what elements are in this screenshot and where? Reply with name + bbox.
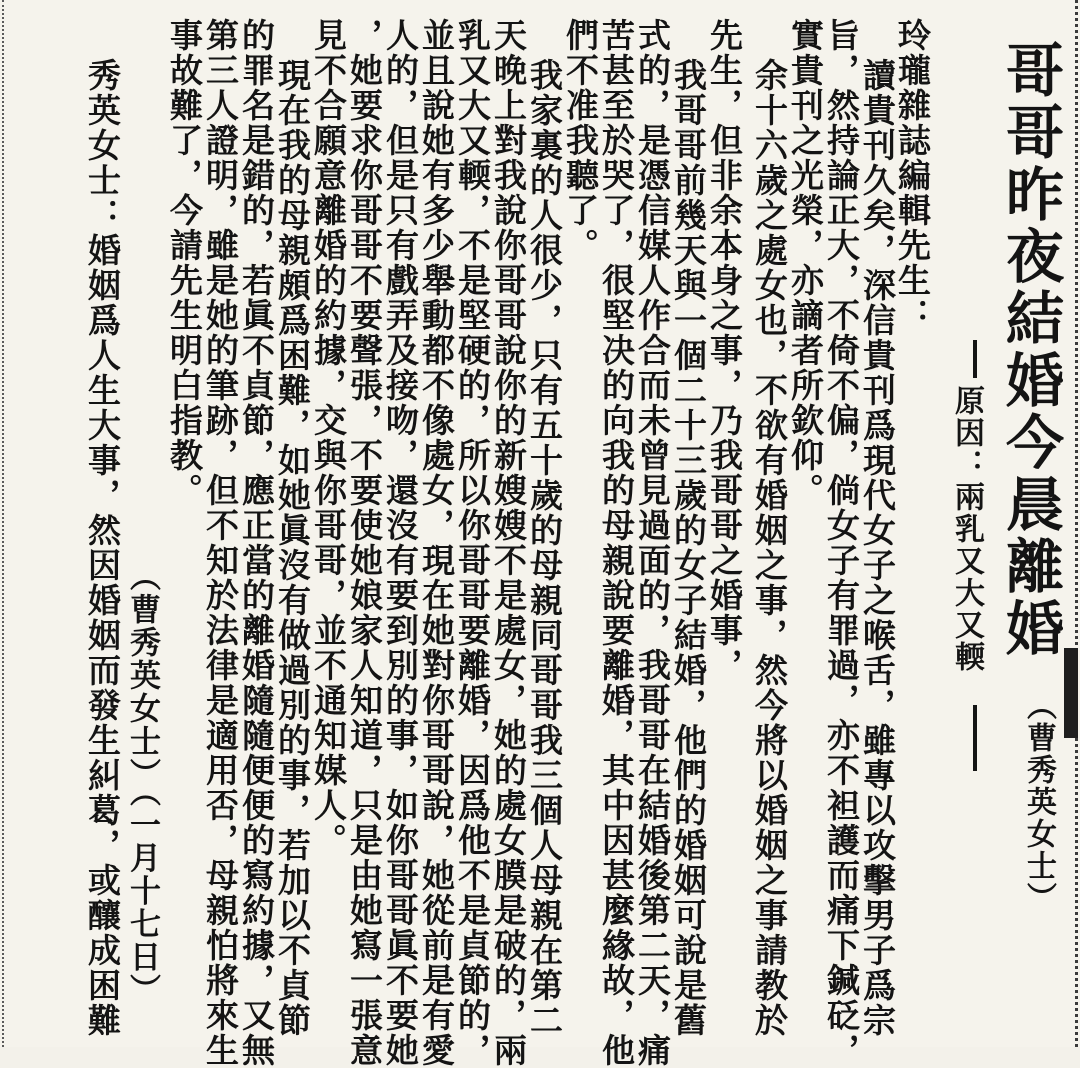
text-column-13: 乳又大又輭，不是堅硬的，所以你哥哥要離婚，因爲他不是貞節的， [453,18,492,1068]
author-top: （曹秀英女士） [1021,690,1056,914]
signature-line: （曹秀英女士）（一月十七日） [124,560,160,1007]
text-column-14: 並且說她有多少舉動都不像處女，現在她對你哥哥說，她從前是有愛 [417,18,456,1068]
text-column-17: 見不合願意離婚的約據，交與你哥哥，並不通知媒人。 [309,18,348,858]
left-border [2,0,7,1047]
text-column-10: 們不准我聽了。 [561,18,600,263]
text-column-21: 事故難了，今請先生明白指教。 [165,18,204,508]
text-column-4: 實貴刊之光榮，亦謫者所欽仰。 [786,18,825,508]
text-column-5: 余十六歲之處女也，不欲有婚姻之事，然今將以婚姻之事請教於 [750,58,789,1038]
text-column-12: 天晚上對我說你哥哥說你的新嫂嫂不是處女，她的處女膜是破的，兩 [489,18,528,1068]
text-column-1: 玲瓏雜誌編輯先生： [893,18,932,333]
right-border [1072,0,1078,1047]
dash-rule-top [973,340,977,378]
text-column-3: 旨，然持論正大，不倚不偏，倘女子有罪過，亦不袒護而痛下鍼砭， [822,18,861,1068]
text-column-20: 第三人證明，雖是她的筆跡，但不知於法律是適用否，母親怕將來生 [201,18,240,1068]
text-column-2: 讀貴刊久矣，深信貴刊爲現代女子之喉舌，雖專以攻擊男子爲宗 [858,58,897,1038]
text-column-19: 的罪名是錯的，若眞不貞節，應正當的離婚隨隨便便的寫約據，又無 [237,18,276,1068]
article-subtitle: 原因：兩乳又大又輭 [949,385,984,673]
text-column-16: ，她要求你哥哥不要聲張，不要使她娘家人知道，只是由她寫一張意 [345,18,384,1068]
text-column-8: 式的，是憑信媒人作合而未曾見過面的，我哥哥在結婚後第二天，痛 [633,18,672,1068]
text-column-22: 秀英女士：婚姻爲人生大事，然因婚姻而發生糾葛，或釀成困難 [83,58,122,1038]
text-column-18: 現在我的母親頗爲困難，如她眞沒有做過別的事，若加以不貞節 [273,58,312,1038]
corner-mark [1064,648,1078,738]
text-column-9: 苦甚至於哭了，很堅决的向我的母親說要離婚，其中因甚麼緣故，他 [597,18,636,1068]
text-column-6: 先生，但非余本身之事，乃我哥哥之婚事， [705,18,744,683]
text-column-7: 我哥哥前幾天與一個二十三歲的女子結婚，他們的婚姻可說是舊 [669,58,708,1038]
article-title: 哥哥昨夜結婚今晨離婚 [996,40,1064,660]
text-column-11: 我家裏的人很少，只有五十歲的母親同哥哥我三個人母親在第二 [525,58,564,1038]
text-column-15: 人的，但是只有戲弄及接吻，還沒有要到別的事，如你哥哥眞不要她 [381,18,420,1068]
dash-rule-bottom [973,705,977,771]
